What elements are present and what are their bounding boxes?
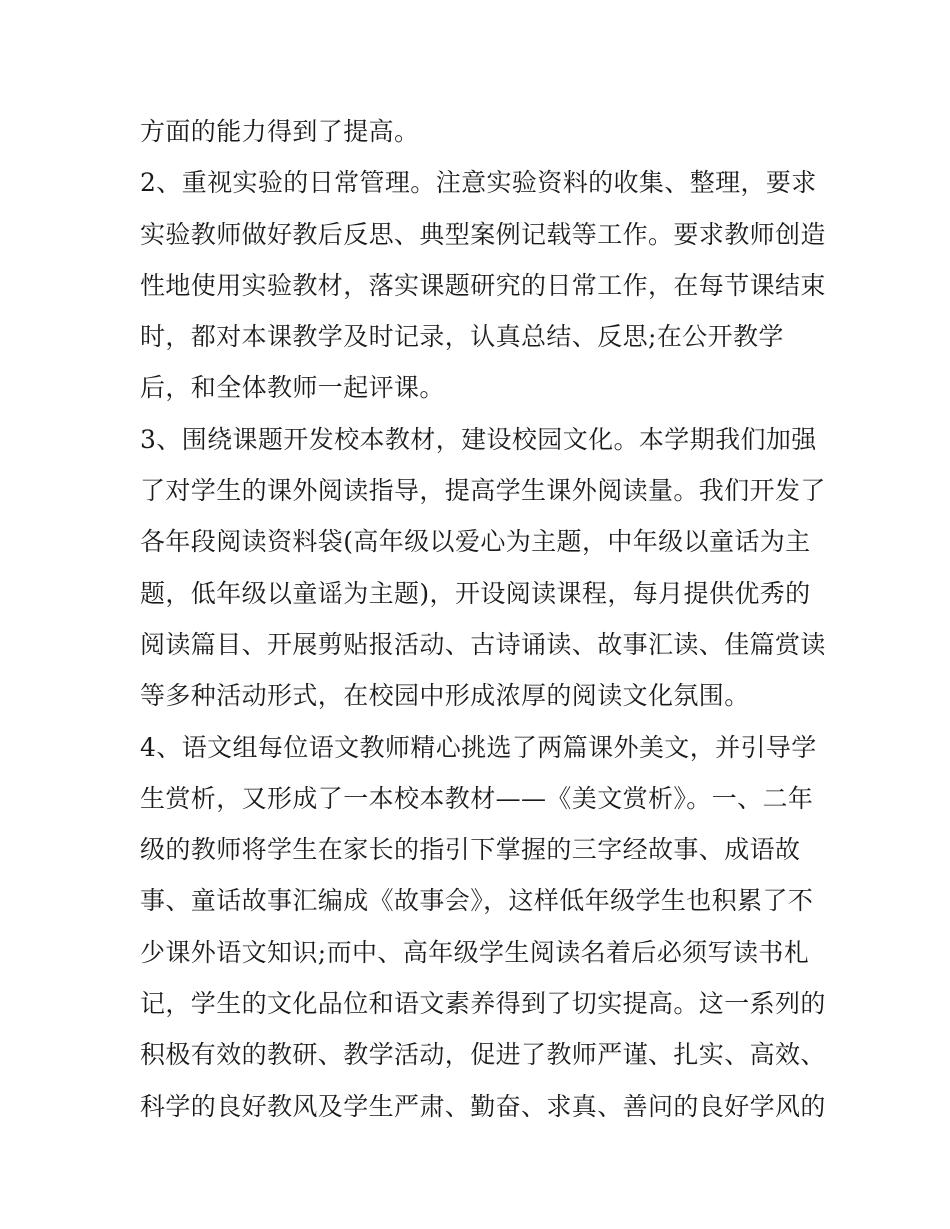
text-line: 3、围绕课题开发校本教材，建设校园文化。本学期我们加强 bbox=[140, 424, 817, 454]
text-line: 4、语文组每位语文教师精心挑选了两篇课外美文，并引导学 bbox=[140, 732, 817, 762]
text-line: 少课外语文知识;而中、高年级学生阅读名着后必须写读书札 bbox=[140, 937, 810, 967]
text-line: 题，低年级以童谣为主题)，开设阅读课程，每月提供优秀的 bbox=[140, 578, 811, 608]
text-line: 阅读篇目、开展剪贴报活动、古诗诵读、故事汇读、佳篇赏读 bbox=[140, 629, 826, 659]
text-line: 了对学生的课外阅读指导，提高学生课外阅读量。我们开发了 bbox=[140, 476, 826, 506]
text-line: 各年段阅读资料袋(高年级以爱心为主题，中年级以童话为主 bbox=[140, 527, 811, 557]
text-line: 实验教师做好教后反思、典型案例记载等工作。要求教师创造 bbox=[140, 219, 826, 249]
text-line: 后，和全体教师一起评课。 bbox=[140, 373, 445, 403]
text-line: 方面的能力得到了提高。 bbox=[140, 117, 420, 146]
text-line: 等多种活动形式，在校园中形成浓厚的阅读文化氛围。 bbox=[140, 681, 750, 711]
text-line: 记，学生的文化品位和语文素养得到了切实提高。这一系列的 bbox=[140, 989, 826, 1019]
text-line: 生赏析，又形成了一本校本教材——《美文赏析》。一、二年 bbox=[140, 783, 814, 813]
text-line: 科学的良好教风及学生严肃、勤奋、求真、善问的良好学风的 bbox=[140, 1091, 826, 1121]
text-line: 性地使用实验教材，落实课题研究的日常工作，在每节课结束 bbox=[140, 270, 826, 300]
text-line: 2、重视实验的日常管理。注意实验资料的收集、整理，要求 bbox=[140, 168, 817, 198]
text-line: 事、童话故事汇编成《故事会》，这样低年级学生也积累了不 bbox=[140, 886, 814, 916]
text-line: 积极有效的教研、教学活动，促进了教师严谨、扎实、高效、 bbox=[140, 1040, 826, 1070]
text-line: 时，都对本课教学及时记录，认真总结、反思;在公开教学 bbox=[140, 322, 784, 352]
text-line: 级的教师将学生在家长的指引下掌握的三字经故事、成语故 bbox=[140, 835, 801, 865]
body-text bbox=[140, 106, 826, 1132]
